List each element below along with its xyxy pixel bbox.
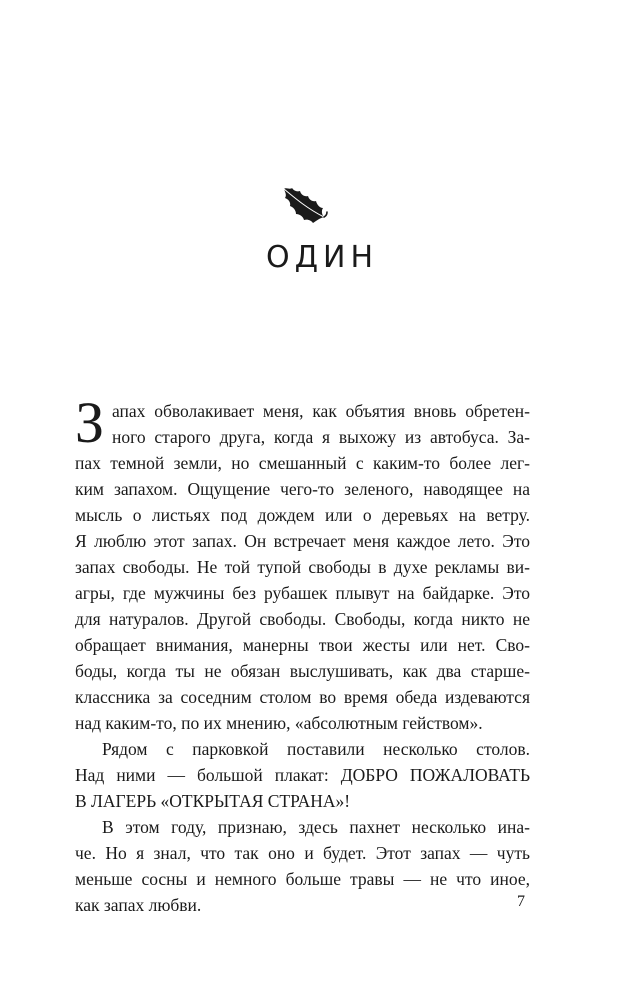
text-line: Рядом с парковкой поставили несколько столов.: [102, 739, 530, 759]
text-line: Над ними — большой плакат: ДОБРО ПОЖАЛОВАТЬ: [75, 765, 530, 785]
text-line: ким запахом. Ощущение чего-то зеленого, наводящее на: [75, 479, 530, 499]
text-line: меньше сосны и немного больше травы — не что иное,: [75, 869, 530, 889]
text-line: над каким-то, по их мнению, «абсолютным гейством».: [75, 713, 483, 733]
text-line: для натуралов. Другой свободы. Свободы, когда никто не: [75, 609, 530, 629]
text-line: боды, когда ты не обязан выслушивать, как два старше-: [75, 661, 530, 681]
text-line: Я люблю этот запах. Он встречает меня каждое лето. Это: [75, 531, 530, 551]
text-line: че. Но я знал, что так оно и будет. Этот запах — чуть: [75, 843, 530, 863]
text-line: классника за соседним столом во время обеда издеваются: [75, 687, 530, 707]
body-text: [75, 398, 530, 918]
holly-leaf-icon: [280, 183, 328, 227]
chapter-title: ОДИН: [265, 240, 379, 275]
text-line: агры, где мужчины без рубашек плывут на байдарке. Это: [75, 583, 530, 603]
text-line: апах обволакивает меня, как объятия вновь обретен-: [112, 401, 530, 421]
text-line: В этом году, признаю, здесь пахнет несколько ина-: [102, 817, 530, 837]
text-line: В ЛАГЕРЬ «ОТКРЫТАЯ СТРАНА»!: [75, 791, 351, 811]
drop-cap: З: [75, 390, 105, 455]
text-line: обращает внимания, манерны твои жесты или нет. Сво-: [75, 635, 530, 655]
text-line: как запах любви.: [75, 895, 202, 915]
page-number: 7: [517, 893, 525, 910]
text-line: мысль о листьях под дождем или о деревьях на ветру.: [75, 505, 530, 525]
text-line: пах темной земли, но смешанный с каким-то более лег-: [75, 453, 530, 473]
text-line: ного старого друга, когда я выхожу из автобуса. За-: [112, 427, 530, 447]
text-line: запах свободы. Не той тупой свободы в духе рекламы ви-: [75, 557, 530, 577]
